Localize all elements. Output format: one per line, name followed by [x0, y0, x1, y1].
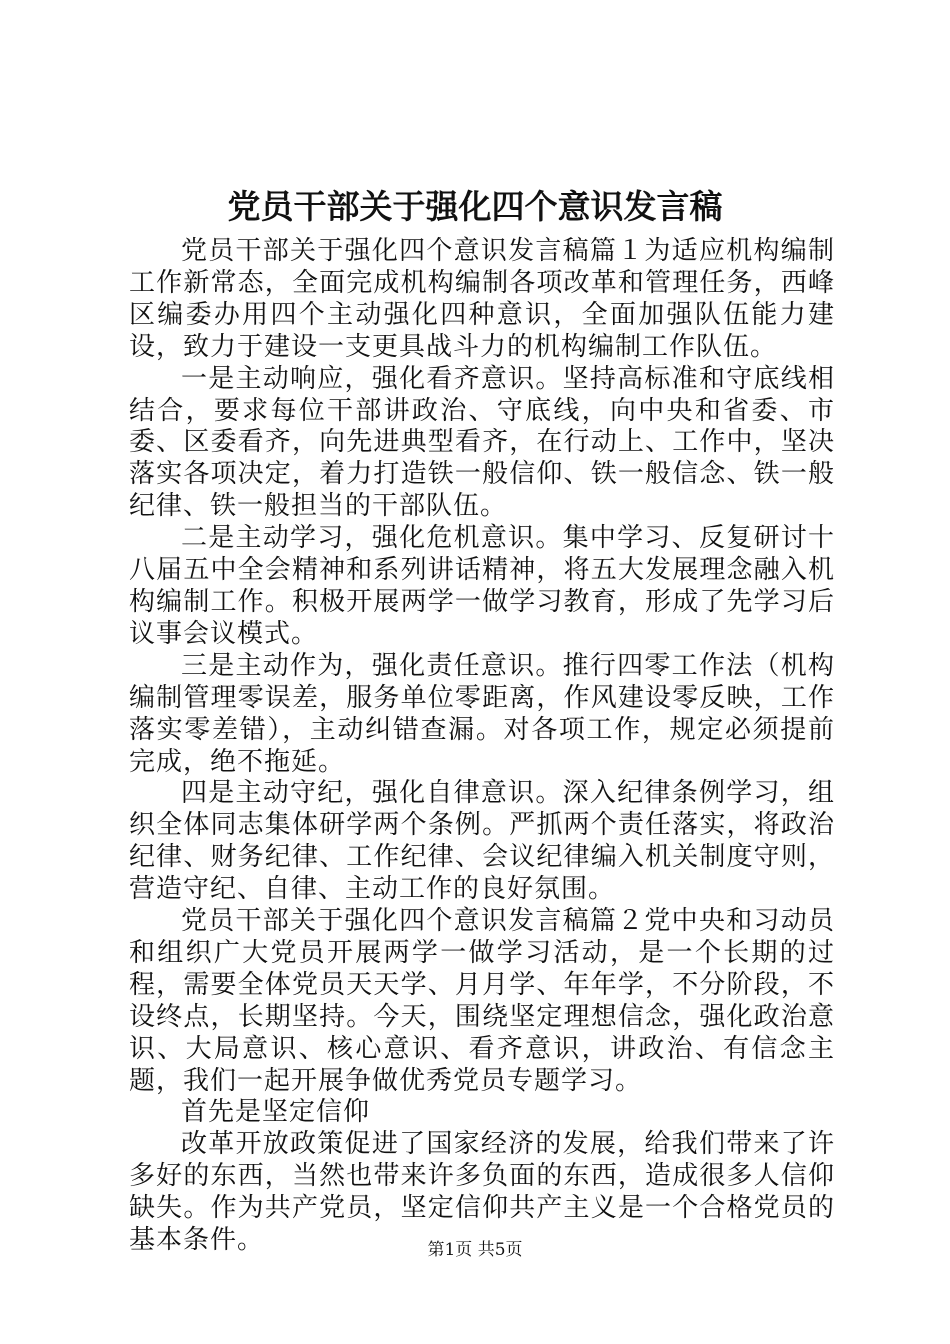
paragraph: 四是主动守纪，强化自律意识。深入纪律条例学习，组织全体同志集体研学两个条例。严抓两个责任落实，将政治纪律、财务纪律、工作纪律、会议纪律编入机关制度守则，营造守纪、自律、主动工作的良好氛围。 [129, 778, 835, 905]
page-footer: 第1页 共5页 [427, 1240, 523, 1260]
document-title: 党员干部关于强化四个意识发言稿 [227, 187, 723, 226]
paragraph: 二是主动学习，强化危机意识。集中学习、反复研讨十八届五中全会精神和系列讲话精神，将五大发展理念融入机构编制工作。积极开展两学一做学习教育，形成了先学习后议事会议模式。 [129, 523, 835, 649]
document-body [129, 236, 835, 1257]
paragraph: 党员干部关于强化四个意识发言稿篇１为适应机构编制工作新常态，全面完成机构编制各项改革和管理任务，西峰区编委办用四个主动强化四种意识，全面加强队伍能力建设，致力于建设一支更具战斗力的机构编制工作队伍。 [129, 236, 835, 362]
section-heading: 首先是坚定信仰 [181, 1097, 371, 1128]
paragraph: 改革开放政策促进了国家经济的发展，给我们带来了许多好的东西，当然也带来许多负面的东西，造成很多人信仰缺失。作为共产党员，坚定信仰共产主义是一个合格党员的基本条件。 [129, 1129, 835, 1256]
paragraph: 党员干部关于强化四个意识发言稿篇２党中央和习动员和组织广大党员开展两学一做学习活动，是一个长期的过程，需要全体党员天天学、月月学、年年学，不分阶段，不设终点，长期坚持。今天，围绕坚定理想信念，强化政治意识、大局意识、核心意识、看齐意识，讲政治、有信念主题，我们一起开展争做优秀党员专题学习。 [129, 906, 835, 1096]
paragraph: 三是主动作为，强化责任意识。推行四零工作法（机构编制管理零误差，服务单位零距离，作风建设零反映，工作落实零差错），主动纠错查漏。对各项工作，规定必须提前完成，绝不拖延。 [129, 650, 835, 777]
paragraph: 一是主动响应，强化看齐意识。坚持高标准和守底线相结合，要求每位干部讲政治、守底线，向中央和省委、市委、区委看齐，向先进典型看齐，在行动上、工作中，坚决落实各项决定，着力打造铁一般信仰、铁一般信念、铁一般纪律、铁一般担当的干部队伍。 [129, 363, 835, 522]
